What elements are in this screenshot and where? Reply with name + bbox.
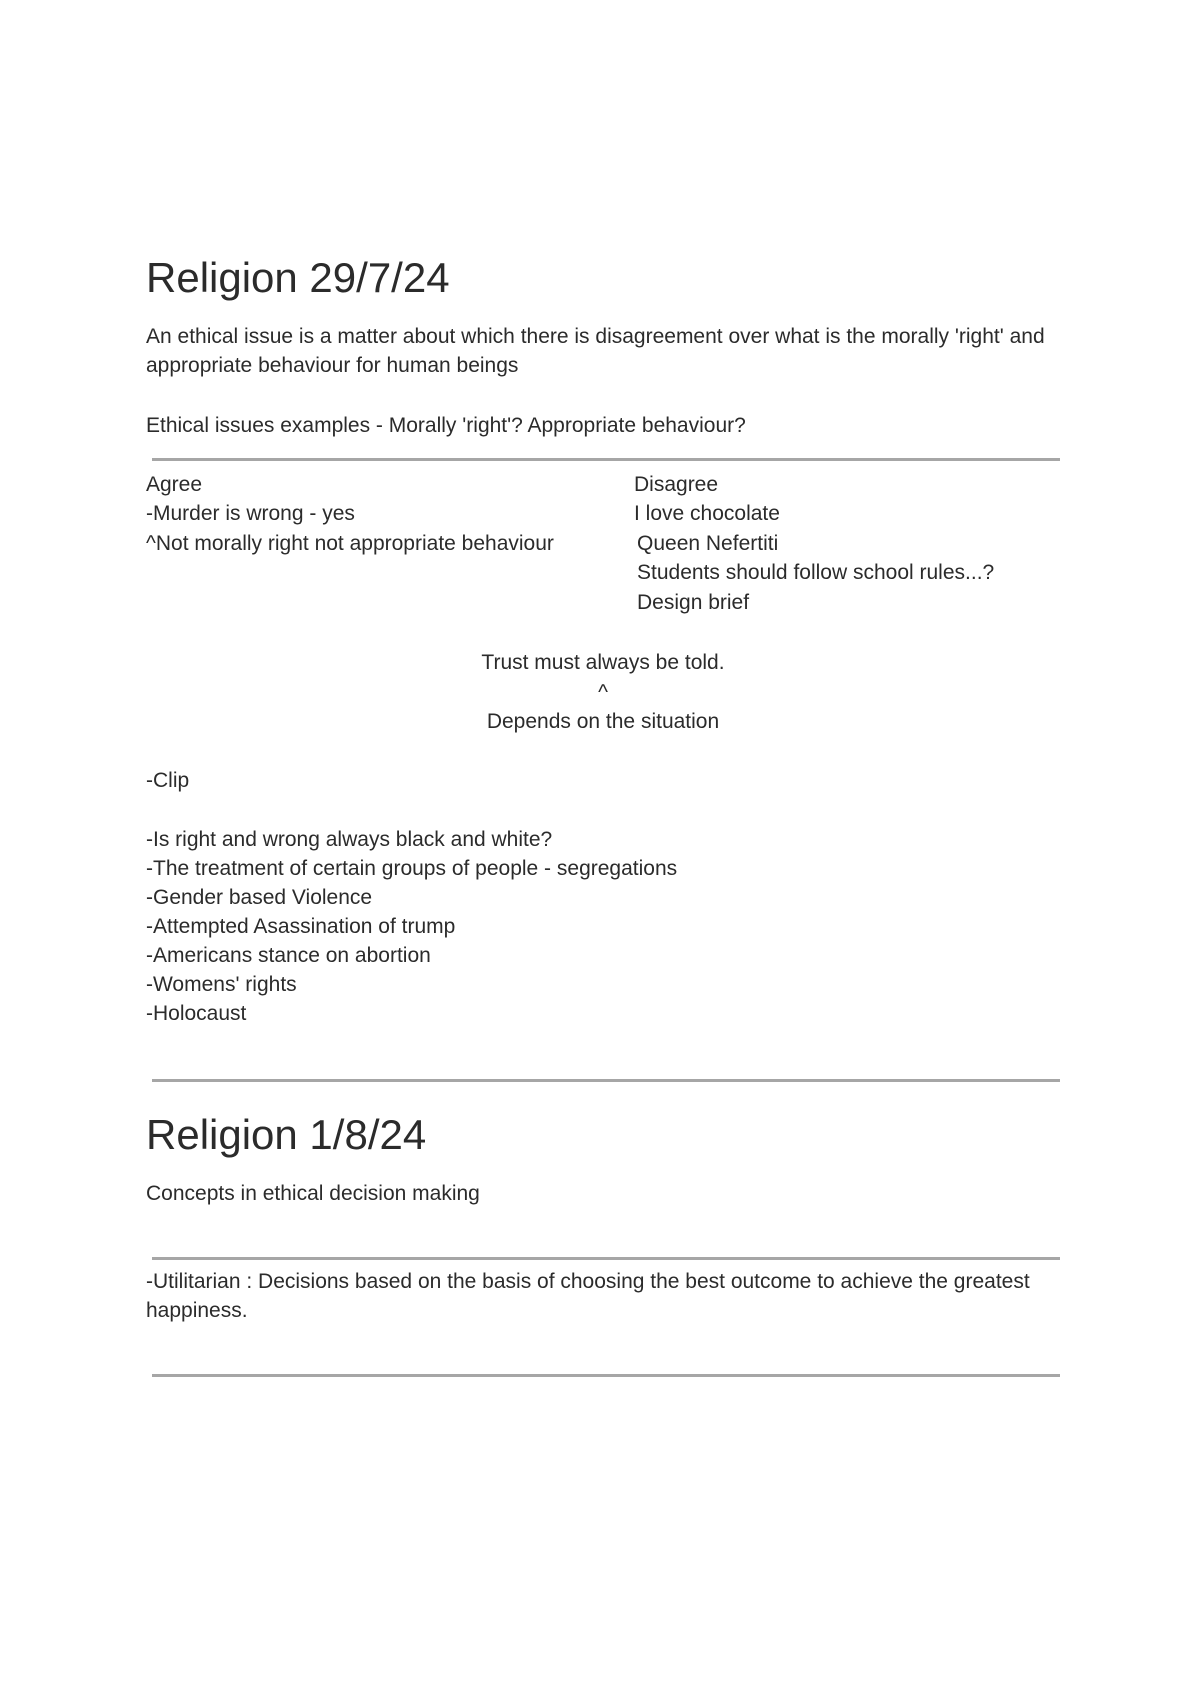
- disagree-item: Students should follow school rules...?: [637, 561, 995, 584]
- list-item: -Attempted Asassination of trump: [146, 915, 456, 938]
- center-line-1: Trust must always be told.: [481, 651, 725, 674]
- list-item: -Womens' rights: [146, 973, 297, 996]
- ethical-issue-definition: An ethical issue is a matter about which there is disagreement over what is the morally 'right' and appropriate behaviour for human beings: [146, 325, 1045, 377]
- list-item: -The treatment of certain groups of people - segregations: [146, 857, 678, 880]
- utilitarian-definition: -Utilitarian : Decisions based on the basis of choosing the best outcome to achieve the greatest happiness.: [146, 1270, 1030, 1322]
- disagree-header: Disagree: [634, 473, 719, 496]
- disagree-item: I love chocolate: [634, 502, 780, 525]
- list-item: -Americans stance on abortion: [146, 944, 431, 967]
- divider-2: [152, 1079, 1060, 1082]
- examples-heading: Ethical issues examples - Morally 'right'? Appropriate behaviour?: [146, 414, 746, 437]
- agree-header: Agree: [146, 473, 203, 496]
- agree-item: ^Not morally right not appropriate behaviour: [146, 532, 554, 555]
- list-item: -Gender based Violence: [146, 886, 373, 909]
- center-arrow: ^: [598, 681, 608, 704]
- divider-1: [152, 458, 1060, 461]
- section1-heading: Religion 29/7/24: [146, 254, 450, 301]
- list-item: -Is right and wrong always black and white?: [146, 828, 553, 851]
- divider-4: [152, 1374, 1060, 1377]
- questions-list: [146, 825, 1066, 1028]
- disagree-item: Queen Nefertiti: [637, 532, 779, 555]
- section2-heading: Religion 1/8/24: [146, 1111, 427, 1158]
- section2-subheading: Concepts in ethical decision making: [146, 1182, 480, 1205]
- divider-3: [152, 1257, 1060, 1260]
- clip-note: -Clip: [146, 769, 190, 792]
- agree-item: -Murder is wrong - yes: [146, 502, 355, 525]
- disagree-item: Design brief: [637, 591, 750, 614]
- list-item: -Holocaust: [146, 1002, 247, 1025]
- center-line-2: Depends on the situation: [486, 710, 720, 733]
